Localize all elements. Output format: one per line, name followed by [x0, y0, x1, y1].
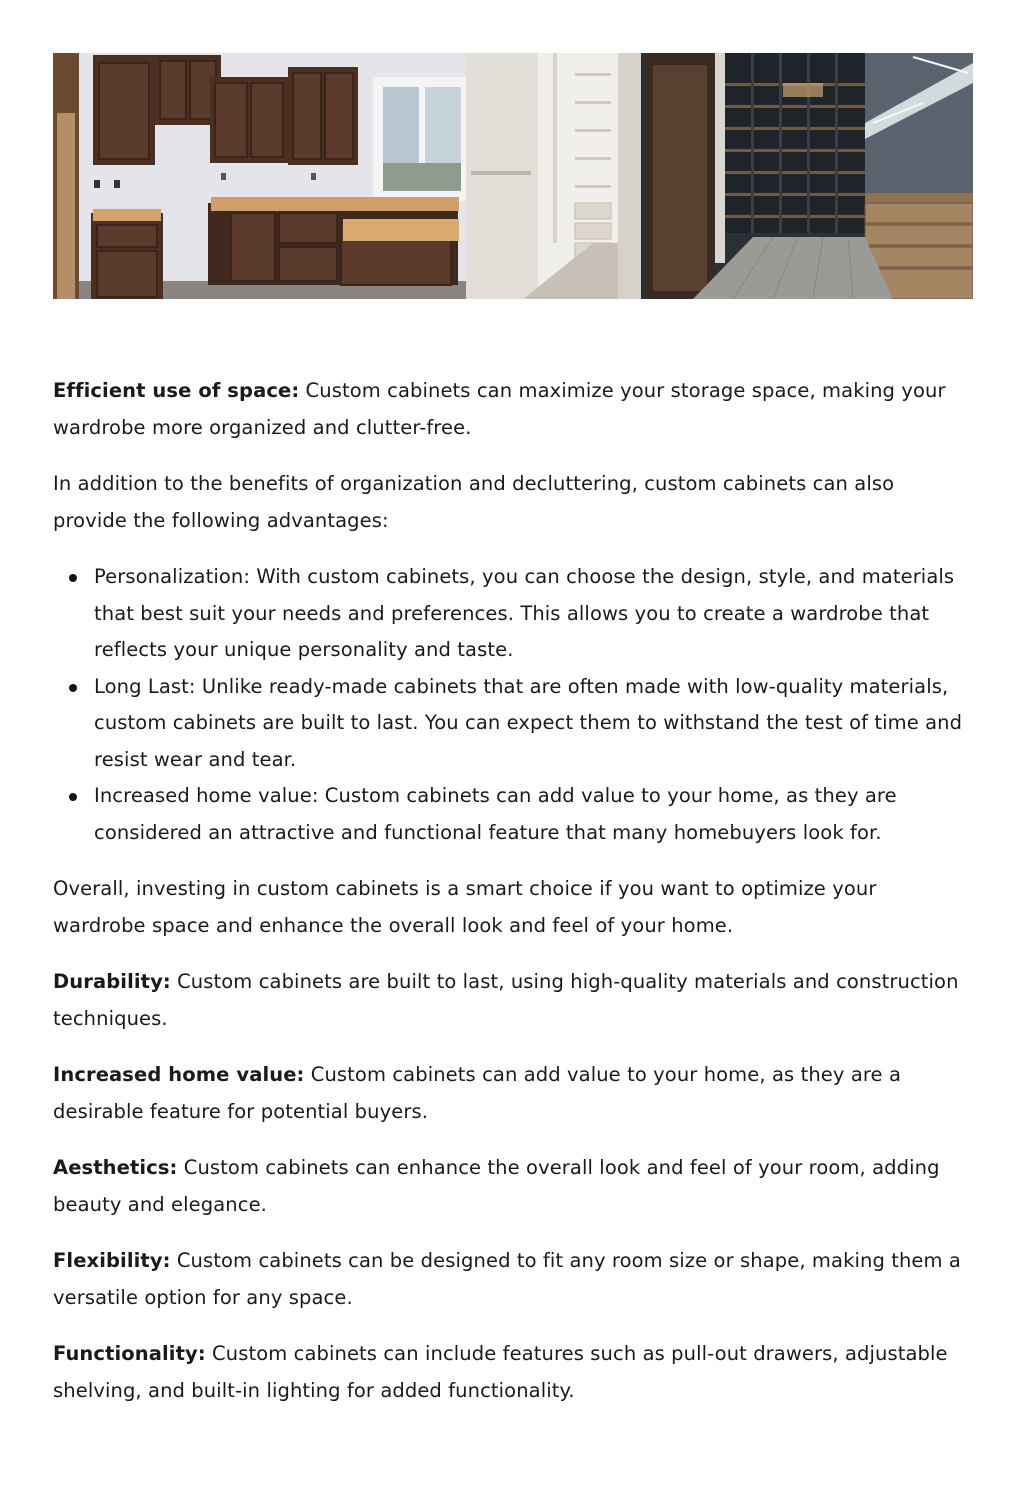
article-body [53, 373, 973, 1409]
list-item-text: Personalization: With custom cabinets, you can choose the design, style, and materials that best suit your needs and preferences. This allows you to create a wardrobe that reflects your unique personality and taste. [94, 565, 955, 661]
list-item [94, 778, 973, 851]
benefit-paragraph [53, 1336, 973, 1409]
bullet-dot-icon [69, 574, 77, 582]
benefit-text: Custom cabinets can enhance the overall look and feel of your room, adding beauty and elegance. [53, 1156, 940, 1216]
list-item-text: Increased home value: Custom cabinets can add value to your home, as they are considered an attractive and functional feature that many homebuyers look for. [94, 784, 897, 844]
benefit-label: Flexibility: [53, 1249, 171, 1272]
benefit-paragraph [53, 1057, 973, 1130]
bullet-dot-icon [69, 793, 77, 801]
benefit-paragraph [53, 1243, 973, 1316]
benefit-label: Aesthetics: [53, 1156, 178, 1179]
benefit-label: Increased home value: [53, 1063, 305, 1086]
intro-text: Custom cabinets can maximize your storage space, making your wardrobe more organized and clutter-free. [53, 379, 946, 439]
intro-paragraph [53, 373, 973, 446]
benefit-paragraph [53, 1150, 973, 1223]
benefit-text: Custom cabinets are built to last, using high-quality materials and construction techniques. [53, 970, 959, 1030]
article [53, 53, 973, 1429]
list-item-text: Long Last: Unlike ready-made cabinets that are often made with low-quality materials, custom cabinets are built to last. You can expect them to withstand the test of time and resist wear and tear. [94, 674, 963, 771]
list-item [94, 669, 973, 779]
cabinets-hero-image [53, 53, 973, 299]
benefit-paragraph [53, 964, 973, 1037]
intro-label: Efficient use of space: [53, 379, 300, 402]
benefit-text: Custom cabinets can include features such as pull-out drawers, adjustable shelving, and built-in lighting for added functionality. [53, 1342, 948, 1402]
advantages-list [53, 559, 973, 851]
benefit-text: Custom cabinets can add value to your home, as they are a desirable feature for potential buyers. [53, 1063, 902, 1123]
overall-paragraph: Overall, investing in custom cabinets is a smart choice if you want to optimize your wardrobe space and enhance the overall look and feel of your home. [53, 877, 877, 937]
lead-paragraph: In addition to the benefits of organization and decluttering, custom cabinets can also provide the following advantages: [53, 472, 895, 532]
bullet-dot-icon [69, 684, 77, 692]
list-item [94, 559, 973, 669]
benefit-text: Custom cabinets can be designed to fit any room size or shape, making them a versatile option for any space. [53, 1249, 961, 1309]
benefit-label: Functionality: [53, 1342, 206, 1365]
benefit-label: Durability: [53, 970, 171, 993]
